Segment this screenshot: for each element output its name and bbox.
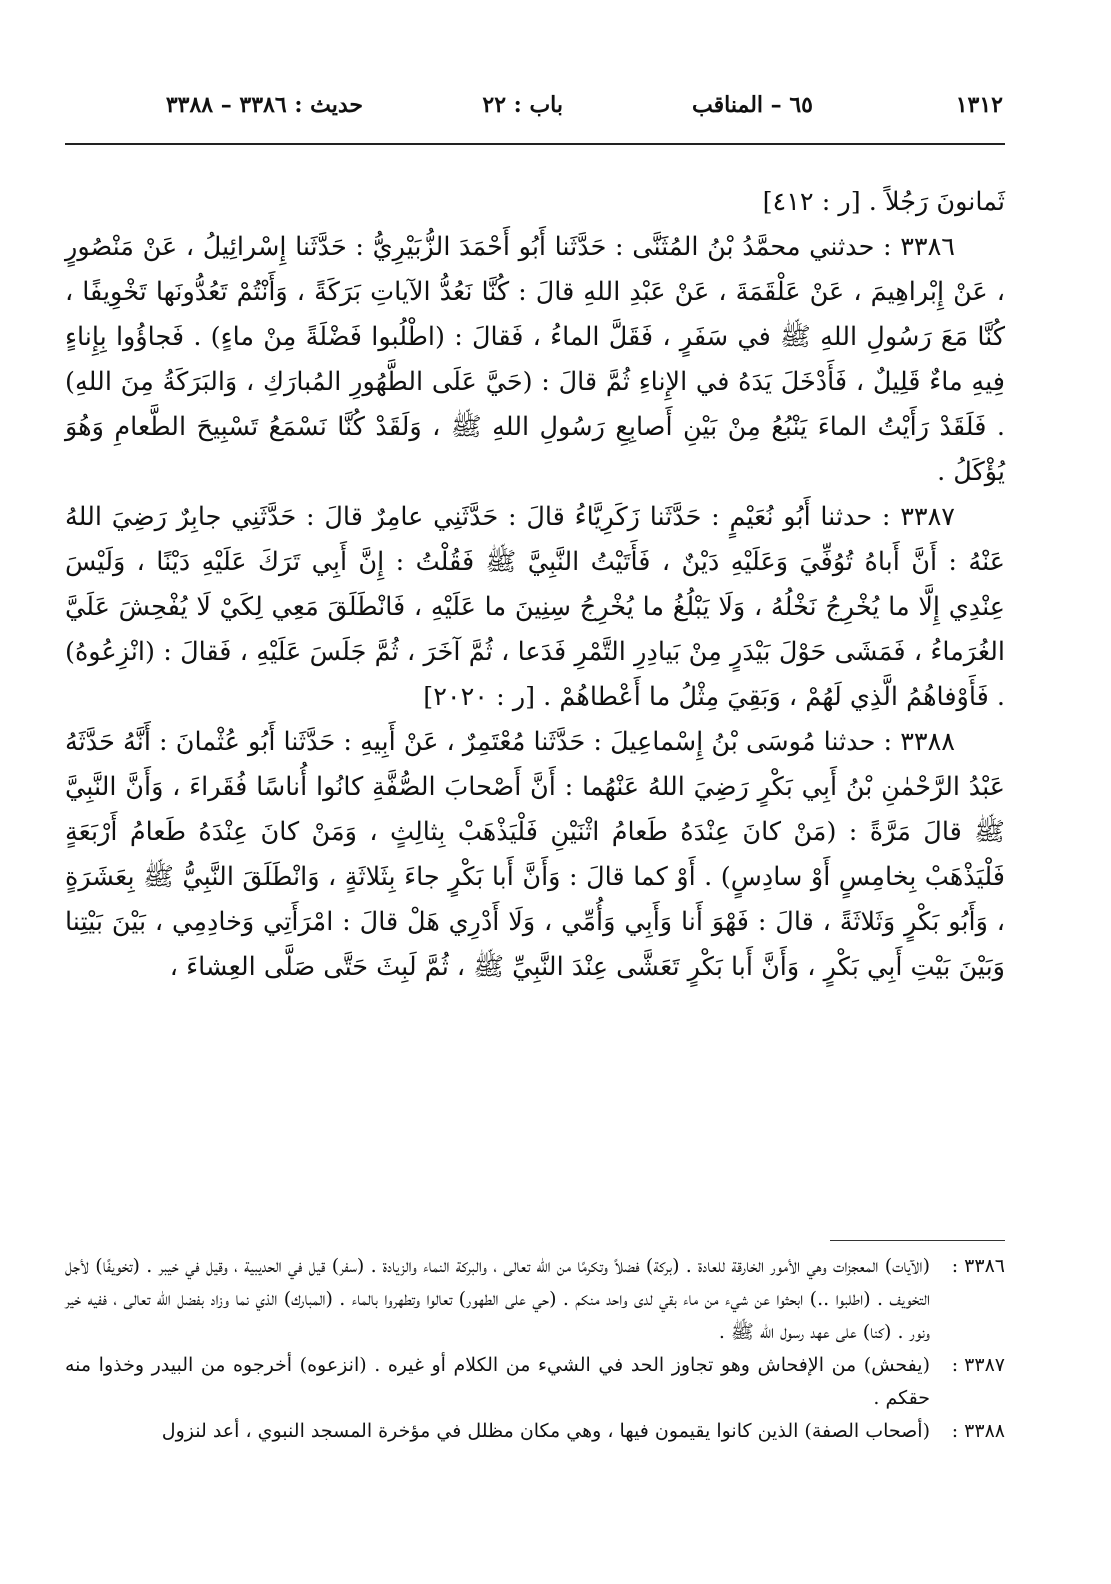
footnote-text: (الآيات) المعجزات وهي الأمور الخارقة للعادة . (بركة) فضلاً وتكرمًا من الله تعالى ، والبركة النماء والزيادة . (سفر) قيل في الحديبية ، وقيل في خيبر . (تخويفًا) لأجل التخويف . (اطلبوا ..) ابحثوا عن شيء من ماء بقي لدى واحد منكم . (حي على الطهور) تعالوا وتطهروا بالماء . (المبارك) الذي نما وزاد بفضل الله تعالى ، ففيه خير ونور . (كنا) على عهد رسول الله ﷺ .: [65, 1255, 930, 1343]
footnote-number: ٣٣٨٨ :: [951, 1420, 1005, 1442]
hadith-range: حديث : ٣٣٨٦ – ٣٣٨٨: [165, 92, 363, 118]
footnote-number: ٣٣٨٧ :: [951, 1354, 1005, 1376]
hadith-3387: ٣٣٨٧ : حدثنا أَبُو نُعَيْمٍ : حَدَّثَنا زَكَرِيَّاءُ قالَ : حَدَّثَنِي عامِرٌ قالَ : حَدَّثَنِي جابِرٌ رَضِيَ اللهُ عَنْهُ : أَنَّ أَباهُ تُوُفِّيَ وَعَلَيْهِ دَيْنٌ ، فَأَتَيْتُ النَّبِيَّ ﷺ فَقُلْتُ : إِنَّ أَبِي تَرَكَ عَلَيْهِ دَيْنًا ، وَلَيْسَ عِنْدِي إِلَّا ما يُخْرِجُ نَخْلُهُ ، وَلَا يَبْلُغُ ما يُخْرِجُ سِنِينَ ما عَلَيْهِ ، فَانْطَلَقَ مَعِي لِكَيْ لَا يُفْحِشَ عَلَيَّ الغُرَماءُ ، فَمَشَى حَوْلَ بَيْدَرٍ مِنْ بَيادِرِ التَّمْرِ فَدَعا ، ثُمَّ آخَرَ ، ثُمَّ جَلَسَ عَلَيْهِ ، فَقالَ : (انْزِعُوهُ) . فَأَوْفاهُمُ الَّذِي لَهُمْ ، وَبَقِيَ مِثْلُ ما أَعْطاهُمْ . [ر : ٢٠٢٠]: [65, 502, 1005, 712]
main-text: [65, 180, 1005, 990]
footnote-text: (يفحش) من الإفحاش وهو تجاوز الحد في الشيء من الكلام أو غيره . (انزعوه) أخرجوه من البيدر وخذوا منه حقكم .: [65, 1354, 930, 1409]
footnote-3386: [65, 1250, 1005, 1349]
running-header: [65, 92, 1003, 132]
hadith-3388: ٣٣٨٨ : حدثنا مُوسَى بْنُ إِسْماعِيلَ : حَدَّثَنا مُعْتَمِرٌ ، عَنْ أَبِيهِ : حَدَّثَنا أَبُو عُثْمانَ : أَنَّهُ حَدَّثَهُ عَبْدُ الرَّحْمٰنِ بْنُ أَبِي بَكْرٍ رَضِيَ اللهُ عَنْهُما : أَنَّ أَصْحابَ الصُّفَّةِ كانُوا أُناسًا فُقَراءَ ، وَأَنَّ النَّبِيَّ ﷺ قالَ مَرَّةً : (مَنْ كانَ عِنْدَهُ طَعامُ اثْنَيْنِ فَلْيَذْهَبْ بِثالِثٍ ، وَمَنْ كانَ عِنْدَهُ طَعامُ أَرْبَعَةٍ فَلْيَذْهَبْ بِخامِسٍ أَوْ سادِسٍ) . أَوْ كما قالَ : وَأَنَّ أَبا بَكْرٍ جاءَ بِثَلاثَةٍ ، وَانْطَلَقَ النَّبِيُّ ﷺ بِعَشَرَةٍ ، وَأَبُو بَكْرٍ وَثَلاثَةً ، قالَ : فَهْوَ أَنا وَأَبِي وَأُمِّي ، وَلَا أَدْرِي هَلْ قالَ : امْرَأَتِي وَخادِمِي ، بَيْنَ بَيْتِنا وَبَيْنَ بَيْتِ أَبِي بَكْرٍ ، وَأَنَّ أَبا بَكْرٍ تَعَشَّى عِنْدَ النَّبِيِّ ﷺ ، ثُمَّ لَبِثَ حَتَّى صَلَّى العِشاءَ ،: [65, 727, 1005, 982]
footnote-text: (أصحاب الصفة) الذين كانوا يقيمون فيها ، وهي مكان مظلل في مؤخرة المسجد النبوي ، أعد لنزول: [161, 1420, 930, 1442]
footnote-3387: [65, 1349, 1005, 1415]
header-divider: [65, 143, 1005, 145]
footnote-3388: [65, 1415, 1005, 1448]
chapter-label: باب : ٢٢: [482, 92, 563, 118]
continuation-text: ثَمانونَ رَجُلاً . [ر : ٤١٢]: [762, 187, 1005, 217]
hadith-3386: ٣٣٨٦ : حدثني محمَّدُ بْنُ المُثَنَّى : حَدَّثَنا أَبُو أَحْمَدَ الزُّبَيْرِيُّ : حَدَّثَنا إِسْرائِيلُ ، عَنْ مَنْصُورٍ ، عَنْ إِبْراهِيمَ ، عَنْ عَلْقَمَةَ ، عَنْ عَبْدِ اللهِ قالَ : كُنَّا نَعُدُّ الآياتِ بَرَكَةً ، وَأَنْتُمْ تَعُدُّونَها تَخْوِيفًا ، كُنَّا مَعَ رَسُولِ اللهِ ﷺ في سَفَرٍ ، فَقَلَّ الماءُ ، فَقالَ : (اطْلُبوا فَضْلَةً مِنْ ماءٍ) . فَجاؤُوا بِإِناءٍ فِيهِ ماءٌ قَلِيلٌ ، فَأَدْخَلَ يَدَهُ في الإِناءِ ثُمَّ قالَ : (حَيَّ عَلَى الطَّهُورِ المُبارَكِ ، وَالبَرَكَةُ مِنَ اللهِ) . فَلَقَدْ رَأَيْتُ الماءَ يَنْبُعُ مِنْ بَيْنِ أَصابِعِ رَسُولِ اللهِ ﷺ ، وَلَقَدْ كُنَّا نَسْمَعُ تَسْبِيحَ الطَّعامِ وَهُوَ يُؤْكَلُ .: [65, 232, 1005, 487]
footnotes: [65, 1250, 1005, 1448]
footnote-divider: [830, 1240, 1005, 1241]
footnote-number: ٣٣٨٦ :: [951, 1255, 1005, 1277]
page-number: ١٣١٢: [955, 92, 1003, 118]
book-title: ٦٥ – المناقب: [692, 92, 813, 118]
